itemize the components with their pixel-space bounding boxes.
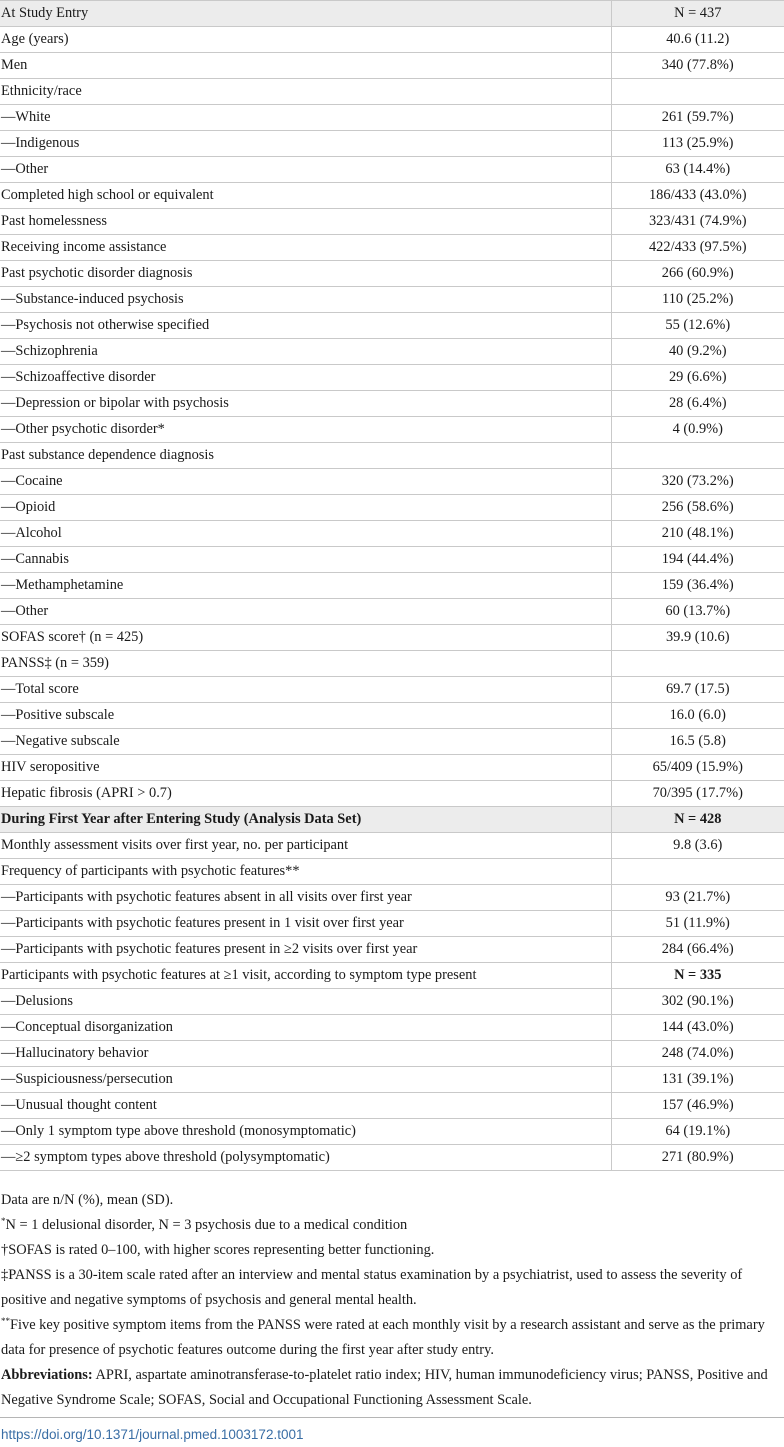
row-label: —Participants with psychotic features present in ≥2 visits over first year <box>0 937 611 963</box>
row-value: 271 (80.9%) <box>611 1145 784 1171</box>
row-label: —Indigenous <box>0 131 611 157</box>
row-value: 266 (60.9%) <box>611 261 784 287</box>
table-row <box>0 755 784 781</box>
row-value: 39.9 (10.6) <box>611 625 784 651</box>
table-row <box>0 677 784 703</box>
table-row <box>0 885 784 911</box>
table-row <box>0 547 784 573</box>
row-label: Monthly assessment visits over first year, no. per participant <box>0 833 611 859</box>
subgroup-header-row <box>0 963 784 989</box>
row-label: Age (years) <box>0 27 611 53</box>
row-value: 70/395 (17.7%) <box>611 781 784 807</box>
footnote-other-psychotic <box>1 1213 783 1238</box>
table-row <box>0 651 784 677</box>
doi-divider <box>0 1417 784 1418</box>
row-label: —Hallucinatory behavior <box>0 1041 611 1067</box>
row-value: 110 (25.2%) <box>611 287 784 313</box>
table-row <box>0 521 784 547</box>
row-value: 64 (19.1%) <box>611 1119 784 1145</box>
table-row <box>0 313 784 339</box>
table-row <box>0 625 784 651</box>
table-row <box>0 1067 784 1093</box>
table-row <box>0 157 784 183</box>
row-label: PANSS‡ (n = 359) <box>0 651 611 677</box>
row-label: —Other psychotic disorder* <box>0 417 611 443</box>
table-row <box>0 1093 784 1119</box>
row-value: 157 (46.9%) <box>611 1093 784 1119</box>
row-label: —Participants with psychotic features absent in all visits over first year <box>0 885 611 911</box>
table-row <box>0 703 784 729</box>
row-label: —≥2 symptom types above threshold (polysymptomatic) <box>0 1145 611 1171</box>
header-label: At Study Entry <box>0 1 611 27</box>
table-row <box>0 261 784 287</box>
row-label: Past substance dependence diagnosis <box>0 443 611 469</box>
row-value: 4 (0.9%) <box>611 417 784 443</box>
row-label: —Other <box>0 157 611 183</box>
row-value: 194 (44.4%) <box>611 547 784 573</box>
row-value: 159 (36.4%) <box>611 573 784 599</box>
table-row <box>0 859 784 885</box>
data-format-note: Data are n/N (%), mean (SD). <box>1 1192 174 1208</box>
row-label: —Other <box>0 599 611 625</box>
row-value: 40.6 (11.2) <box>611 27 784 53</box>
row-label: —Cannabis <box>0 547 611 573</box>
row-label: —White <box>0 105 611 131</box>
row-label: Past homelessness <box>0 209 611 235</box>
row-label: —Total score <box>0 677 611 703</box>
row-value: 65/409 (15.9%) <box>611 755 784 781</box>
row-value: 40 (9.2%) <box>611 339 784 365</box>
section-header-row <box>0 807 784 833</box>
table-row <box>0 495 784 521</box>
table-row <box>0 339 784 365</box>
row-label: During First Year after Entering Study (Analysis Data Set) <box>0 807 611 833</box>
table-row <box>0 573 784 599</box>
row-value: N = 335 <box>611 963 784 989</box>
row-value <box>611 79 784 105</box>
row-value <box>611 443 784 469</box>
row-value: 302 (90.1%) <box>611 989 784 1015</box>
row-label: —Positive subscale <box>0 703 611 729</box>
table-footnotes <box>1 1188 783 1413</box>
row-label: Participants with psychotic features at ≥1 visit, according to symptom type present <box>0 963 611 989</box>
doi-link[interactable]: https://doi.org/10.1371/journal.pmed.1003172.t001 <box>1 1427 304 1442</box>
abbreviations-text: APRI, aspartate aminotransferase-to-platelet ratio index; HIV, human immunodeficiency virus; PANSS, Positive and Negative Syndrome Scale; SOFAS, Social and Occupational Functioning Assessment Scale. <box>1 1367 768 1408</box>
table-row <box>0 729 784 755</box>
row-label: —Substance-induced psychosis <box>0 287 611 313</box>
abbreviations-note <box>1 1363 783 1413</box>
row-value: 51 (11.9%) <box>611 911 784 937</box>
table-row <box>0 53 784 79</box>
footnote-mark: * <box>1 1216 6 1226</box>
row-label: —Opioid <box>0 495 611 521</box>
row-label: —Participants with psychotic features present in 1 visit over first year <box>0 911 611 937</box>
table-row <box>0 105 784 131</box>
table-row <box>0 989 784 1015</box>
table-row <box>0 131 784 157</box>
table-row <box>0 1015 784 1041</box>
table-row <box>0 1041 784 1067</box>
row-value: 29 (6.6%) <box>611 365 784 391</box>
footnote-text: Five key positive symptom items from the PANSS were rated at each monthly visit by a research assistant and serve as the primary data for presence of psychotic features outcome during the first year after study entry. <box>1 1317 765 1358</box>
row-value: 340 (77.8%) <box>611 53 784 79</box>
row-label: SOFAS score† (n = 425) <box>0 625 611 651</box>
row-label: Past psychotic disorder diagnosis <box>0 261 611 287</box>
header-value: N = 437 <box>611 1 784 27</box>
row-label: —Suspiciousness/persecution <box>0 1067 611 1093</box>
row-value <box>611 651 784 677</box>
row-value: 93 (21.7%) <box>611 885 784 911</box>
row-label: —Cocaine <box>0 469 611 495</box>
row-value: 60 (13.7%) <box>611 599 784 625</box>
row-label: —Depression or bipolar with psychosis <box>0 391 611 417</box>
table-row <box>0 209 784 235</box>
row-label: —Schizophrenia <box>0 339 611 365</box>
row-label: —Methamphetamine <box>0 573 611 599</box>
table-row <box>0 599 784 625</box>
row-value: 16.5 (5.8) <box>611 729 784 755</box>
row-value: 284 (66.4%) <box>611 937 784 963</box>
abbreviations-label: Abbreviations: <box>1 1367 93 1383</box>
row-label: —Unusual thought content <box>0 1093 611 1119</box>
table-row <box>0 833 784 859</box>
footnote-text: N = 1 delusional disorder, N = 3 psychosis due to a medical condition <box>5 1217 408 1233</box>
table-row <box>0 1145 784 1171</box>
table-row <box>0 1119 784 1145</box>
row-value: 63 (14.4%) <box>611 157 784 183</box>
row-label: Ethnicity/race <box>0 79 611 105</box>
table-row <box>0 287 784 313</box>
table-header-row <box>0 1 784 27</box>
table-row <box>0 417 784 443</box>
footnote-panss: ‡PANSS is a 30-item scale rated after an interview and mental status examination by a psychiatrist, used to assess the severity of positive and negative symptoms of psychosis and general mental health. <box>1 1267 743 1308</box>
table-row <box>0 391 784 417</box>
table-row <box>0 183 784 209</box>
row-value: 16.0 (6.0) <box>611 703 784 729</box>
row-value: 186/433 (43.0%) <box>611 183 784 209</box>
row-label: —Delusions <box>0 989 611 1015</box>
table-row <box>0 235 784 261</box>
row-value: 28 (6.4%) <box>611 391 784 417</box>
row-label: —Negative subscale <box>0 729 611 755</box>
row-value: 320 (73.2%) <box>611 469 784 495</box>
row-value: 261 (59.7%) <box>611 105 784 131</box>
row-value: 55 (12.6%) <box>611 313 784 339</box>
row-value: N = 428 <box>611 807 784 833</box>
table-row <box>0 365 784 391</box>
row-label: Receiving income assistance <box>0 235 611 261</box>
row-value: 9.8 (3.6) <box>611 833 784 859</box>
row-label: —Only 1 symptom type above threshold (monosymptomatic) <box>0 1119 611 1145</box>
table-row <box>0 937 784 963</box>
row-label: Frequency of participants with psychotic features** <box>0 859 611 885</box>
table-row <box>0 469 784 495</box>
row-value: 69.7 (17.5) <box>611 677 784 703</box>
row-label: Hepatic fibrosis (APRI > 0.7) <box>0 781 611 807</box>
row-value: 422/433 (97.5%) <box>611 235 784 261</box>
footnote-sofas: †SOFAS is rated 0–100, with higher scores representing better functioning. <box>1 1242 435 1258</box>
table-row <box>0 911 784 937</box>
row-label: —Psychosis not otherwise specified <box>0 313 611 339</box>
row-value: 131 (39.1%) <box>611 1067 784 1093</box>
table-row <box>0 79 784 105</box>
table-row <box>0 27 784 53</box>
table-row <box>0 781 784 807</box>
row-value: 113 (25.9%) <box>611 131 784 157</box>
row-value: 144 (43.0%) <box>611 1015 784 1041</box>
row-value: 210 (48.1%) <box>611 521 784 547</box>
row-label: —Conceptual disorganization <box>0 1015 611 1041</box>
row-label: —Schizoaffective disorder <box>0 365 611 391</box>
footnote-psychotic-features <box>1 1313 783 1363</box>
row-value: 248 (74.0%) <box>611 1041 784 1067</box>
row-value: 256 (58.6%) <box>611 495 784 521</box>
row-label: Men <box>0 53 611 79</box>
row-label: Completed high school or equivalent <box>0 183 611 209</box>
table-row <box>0 443 784 469</box>
row-label: —Alcohol <box>0 521 611 547</box>
row-value <box>611 859 784 885</box>
row-label: HIV seropositive <box>0 755 611 781</box>
row-value: 323/431 (74.9%) <box>611 209 784 235</box>
footnote-mark: ** <box>1 1316 10 1326</box>
